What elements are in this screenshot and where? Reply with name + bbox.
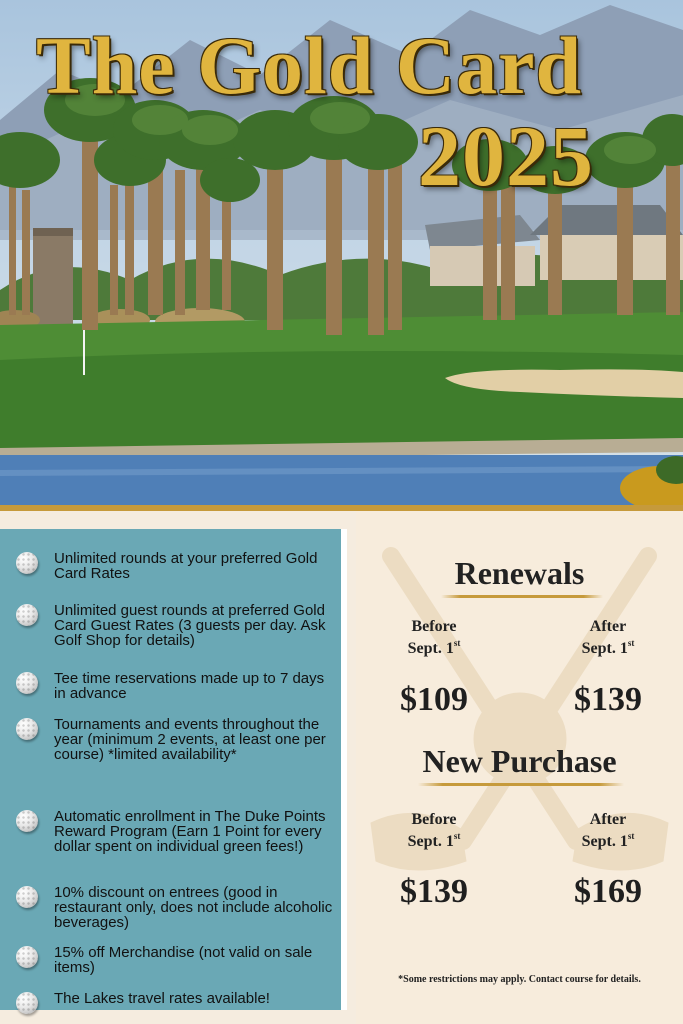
date-suffix: st <box>453 831 461 841</box>
golf-ball-icon <box>16 992 38 1014</box>
benefits-box <box>0 529 347 1010</box>
benefit-text: 15% off Merchandise (not valid on sale items) <box>54 944 313 976</box>
new-purchase-before-label <box>374 809 494 853</box>
renewals-before-price: $109 <box>400 681 468 718</box>
golf-ball-icon <box>16 810 38 832</box>
renewals-heading: Renewals <box>454 555 585 591</box>
golf-ball-icon <box>16 552 38 574</box>
after-date: Sept. 1 <box>581 640 628 657</box>
pricing-panel <box>356 511 683 1024</box>
before-date: Sept. 1 <box>407 833 454 850</box>
hero-golf-course-image <box>0 0 683 505</box>
renewals-after-price: $139 <box>574 681 642 718</box>
date-suffix: st <box>627 831 635 841</box>
date-suffix: st <box>453 638 461 648</box>
golf-ball-icon <box>16 718 38 740</box>
new-purchase-after-label <box>548 809 668 853</box>
renewals-underline <box>441 595 603 598</box>
benefit-text: Tournaments and events throughout the year (minimum 2 events, at least one per course) *limited availability* <box>54 716 326 763</box>
benefit-text: Automatic enrollment in The Duke Points Reward Program (Earn 1 Point for every dollar spent on individual green fees!) <box>54 808 326 855</box>
golf-ball-icon <box>16 672 38 694</box>
golf-ball-icon <box>16 886 38 908</box>
benefit-text: Unlimited rounds at your preferred Gold Card Rates <box>54 550 318 582</box>
before-date: Sept. 1 <box>407 640 454 657</box>
renewals-after-label <box>548 616 668 660</box>
before-label: Before <box>411 811 457 828</box>
benefit-text: 10% discount on entrees (good in restaurant only, does not include alcoholic beverages) <box>54 884 333 931</box>
disclaimer-text: *Some restrictions may apply. Contact course for details. <box>398 974 641 985</box>
date-suffix: st <box>627 638 635 648</box>
renewals-before-label <box>374 616 494 660</box>
new-purchase-after-price: $169 <box>574 873 642 910</box>
after-label: After <box>589 618 627 635</box>
golf-ball-icon <box>16 946 38 968</box>
page-title: The Gold Card <box>36 20 583 111</box>
new-purchase-underline <box>418 783 624 786</box>
title-year: 2025 <box>418 108 594 204</box>
new-purchase-heading: New Purchase <box>422 743 617 779</box>
golf-ball-icon <box>16 604 38 626</box>
benefit-text: Unlimited guest rounds at preferred Gold Card Guest Rates (3 guests per day. Ask Golf Shop for details) <box>54 602 326 649</box>
new-purchase-before-price: $139 <box>400 873 468 910</box>
benefits-panel <box>0 511 356 1024</box>
before-label: Before <box>411 618 457 635</box>
after-label: After <box>589 811 627 828</box>
benefit-text: Tee time reservations made up to 7 days in advance <box>54 670 325 702</box>
after-date: Sept. 1 <box>581 833 628 850</box>
benefit-text: The Lakes travel rates available! <box>54 990 270 1007</box>
